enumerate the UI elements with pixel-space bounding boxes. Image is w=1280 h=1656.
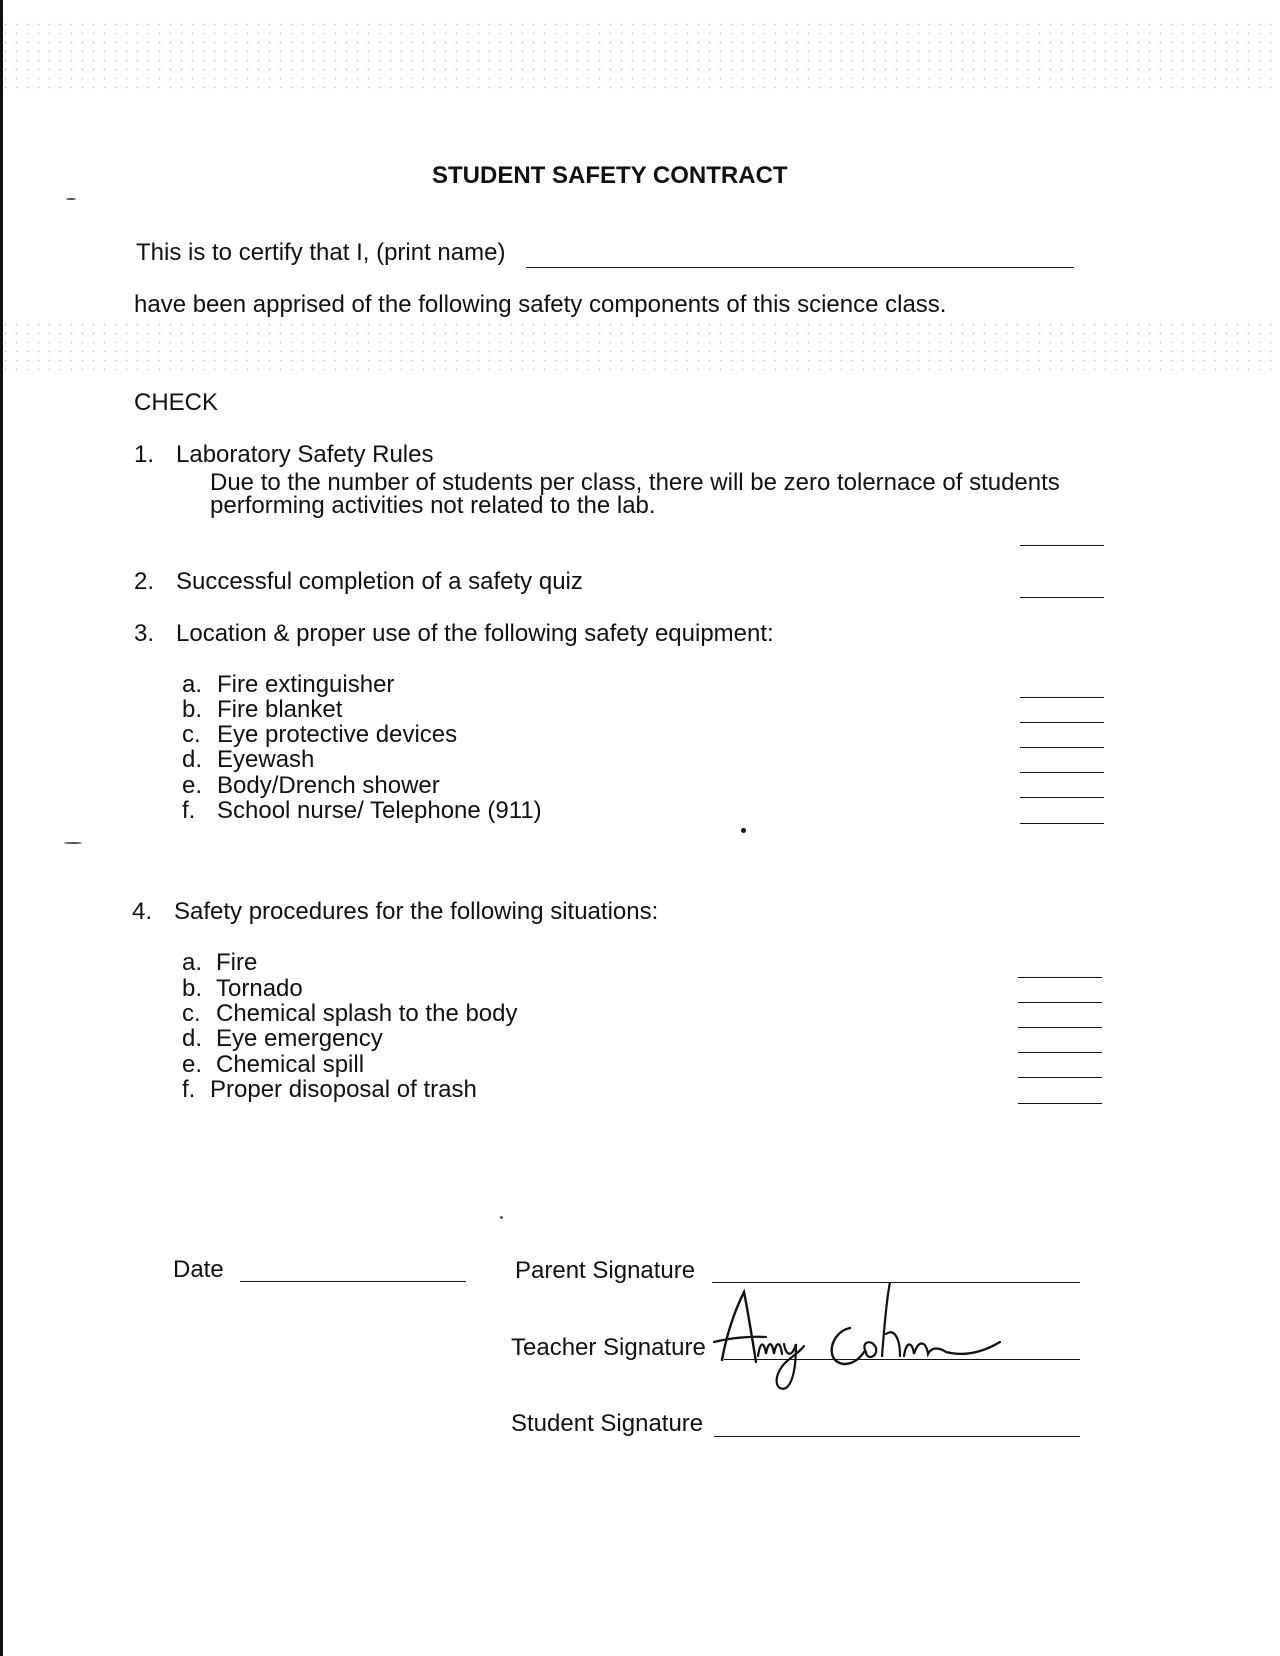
scan-speck (64, 842, 82, 844)
check-line[interactable] (1020, 772, 1104, 773)
subitem-letter: c. (182, 1000, 201, 1027)
check-line[interactable] (1018, 1077, 1102, 1078)
subitem-letter: a. (182, 949, 203, 976)
check-line[interactable] (1018, 1052, 1102, 1053)
apprised-text: have been apprised of the following safety components of this science class. (134, 291, 947, 318)
subitem-letter: b. (182, 696, 203, 723)
teacher-handwritten-signature (700, 1282, 1030, 1392)
item-label: Location & proper use of the following safety equipment: (176, 620, 774, 647)
subitem-text: Eyewash (217, 746, 315, 773)
item-label: Laboratory Safety Rules (176, 441, 434, 468)
subitem-text: Chemical spill (216, 1051, 365, 1078)
check-line[interactable] (1020, 597, 1104, 598)
check-line[interactable] (1018, 977, 1102, 978)
subitem-letter: b. (182, 975, 203, 1002)
subitem-letter: d. (182, 1025, 203, 1052)
scan-noise-top (0, 20, 1280, 90)
subitem-letter: e. (182, 772, 203, 799)
check-heading: CHECK (134, 389, 219, 416)
item-number: 2. (134, 568, 155, 595)
check-line[interactable] (1020, 747, 1104, 748)
student-signature-line[interactable] (714, 1436, 1080, 1437)
subitem-text: Tornado (216, 975, 303, 1002)
subitem-text: Chemical splash to the body (216, 1000, 518, 1027)
parent-signature-label: Parent Signature (515, 1257, 696, 1284)
check-line[interactable] (1020, 697, 1104, 698)
item-label: Successful completion of a safety quiz (176, 568, 583, 595)
scan-edge (0, 0, 3, 1656)
date-line[interactable] (240, 1281, 466, 1282)
subitem-text: Fire blanket (217, 696, 343, 723)
subitem-text: Body/Drench shower (217, 772, 440, 799)
subitem-text: Eye emergency (216, 1025, 383, 1052)
item-number: 4. (132, 898, 153, 925)
item-number: 1. (134, 441, 155, 468)
check-line[interactable] (1020, 797, 1104, 798)
scan-speck (500, 1216, 503, 1219)
subitem-text: School nurse/ Telephone (911) (217, 797, 542, 824)
check-line[interactable] (1020, 545, 1104, 546)
check-line[interactable] (1020, 823, 1104, 824)
check-line[interactable] (1018, 1103, 1102, 1104)
scan-speck (741, 828, 746, 833)
subitem-text: Fire extinguisher (217, 671, 395, 698)
item-description-line: performing activities not related to the lab. (210, 492, 656, 519)
subitem-text: Fire (216, 949, 258, 976)
scan-speck (66, 198, 76, 200)
check-line[interactable] (1020, 722, 1104, 723)
subitem-text: Proper disoposal of trash (210, 1076, 477, 1103)
date-label: Date (173, 1256, 224, 1283)
subitem-letter: c. (182, 721, 201, 748)
subitem-text: Eye protective devices (217, 721, 458, 748)
item-number: 3. (134, 620, 155, 647)
subitem-letter: e. (182, 1051, 203, 1078)
certify-text: This is to certify that I, (print name) (136, 239, 506, 266)
student-signature-label: Student Signature (511, 1410, 704, 1437)
subitem-letter: a. (182, 671, 203, 698)
check-line[interactable] (1018, 1027, 1102, 1028)
print-name-line[interactable] (526, 267, 1074, 268)
scan-noise-middle (0, 320, 1280, 375)
document-title: STUDENT SAFETY CONTRACT (432, 162, 788, 189)
item-description-line: Due to the number of students per class, there will be zero tolernace of students (210, 469, 1060, 496)
subitem-letter: f. (182, 797, 196, 824)
subitem-letter: d. (182, 746, 203, 773)
teacher-signature-label: Teacher Signature (511, 1334, 706, 1361)
item-label: Safety procedures for the following situations: (174, 898, 659, 925)
check-line[interactable] (1018, 1002, 1102, 1003)
subitem-letter: f. (182, 1076, 196, 1103)
